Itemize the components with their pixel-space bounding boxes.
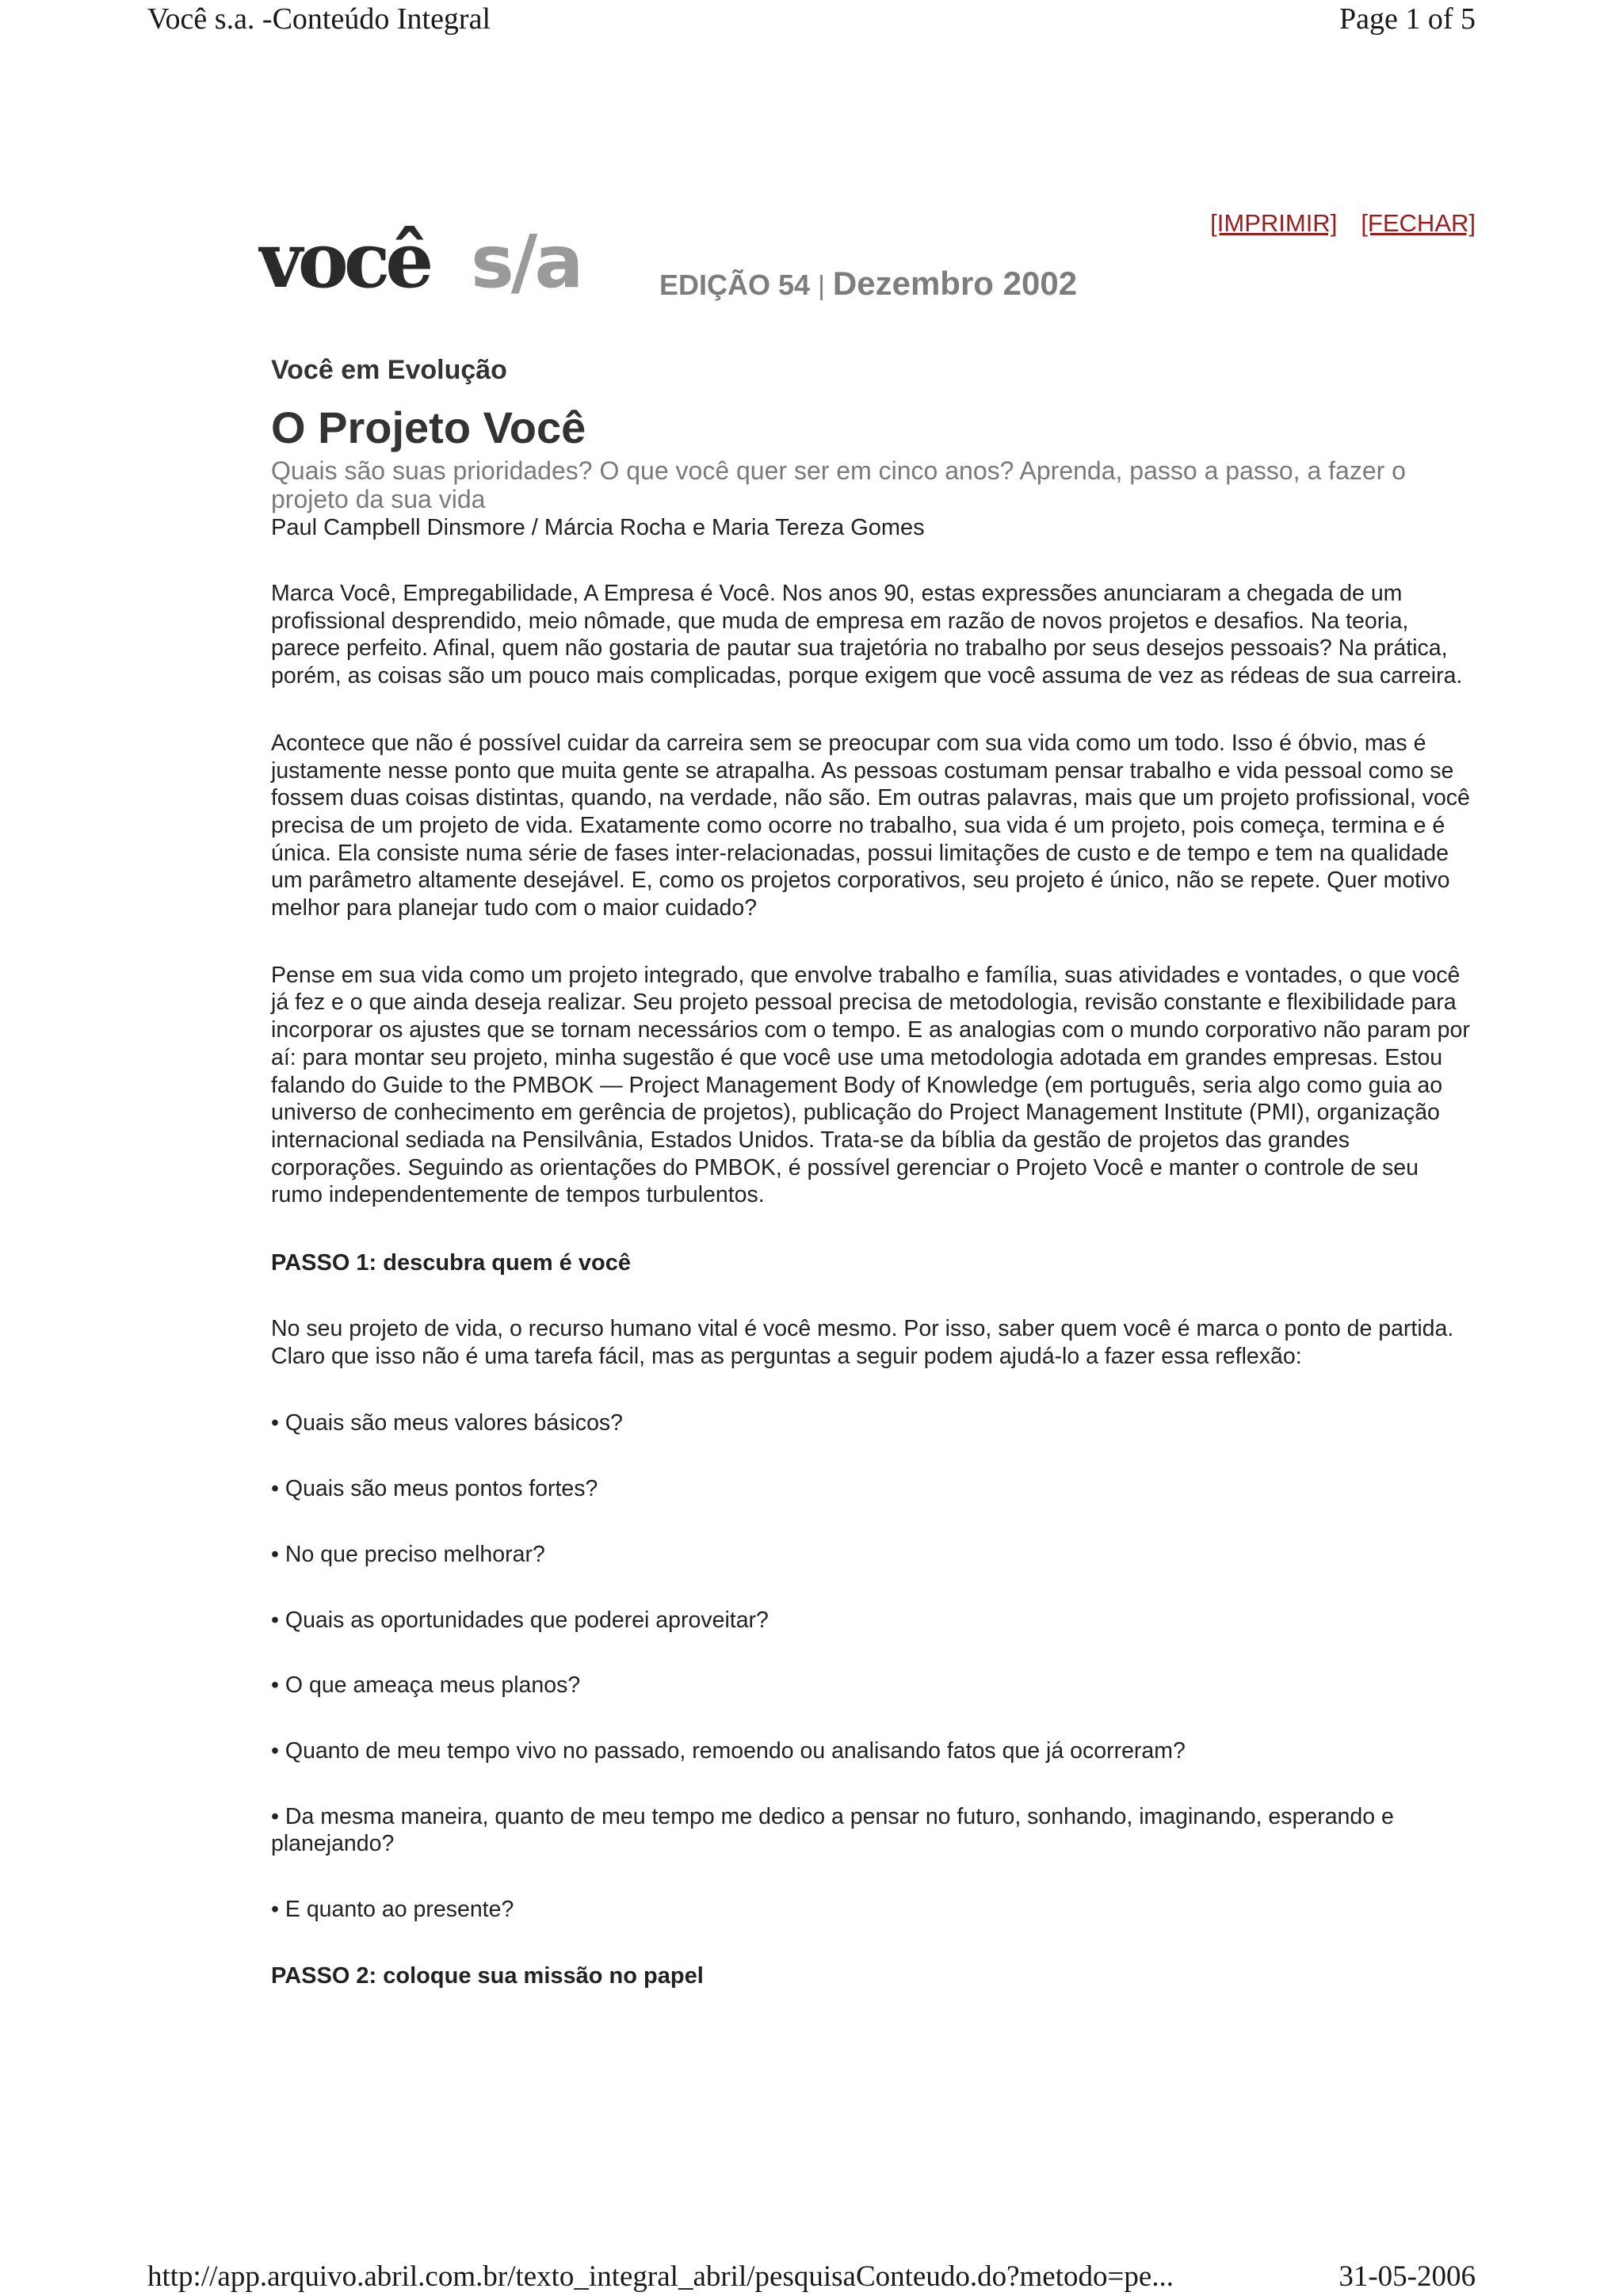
section-name: Você em Evolução — [271, 355, 507, 385]
footer-url: http://app.arquivo.abril.com.br/texto_integral_abril/pesquisaConteudo.do?metodo=pe... — [147, 2260, 1174, 2293]
step-2-heading: PASSO 2: coloque sua missão no papel — [271, 1962, 704, 1989]
paragraph: Acontece que não é possível cuidar da carreira sem se preocupar com sua vida como um todo. Isso é óbvio, mas é justamente nesse ponto que muita gente se atrapalha. As pessoas costumam pensar trabalho e vida pessoal como se fossem duas coisas distintas, quando, na verdade, não são. Em outras palavras, mais que um projeto profissional, você precisa de um projeto de vida. Exatamente como ocorre no trabalho, sua vida é um projeto, pois começa, termina e é única. Ela consiste numa série de fases inter-relacionadas, possui limitações de custo e de tempo e tem na qualidade um parâmetro altamente desejável. E, como os projetos corporativos, seu projeto é único, não se repete. Quer motivo melhor para planejar tudo com o maior cuidado? — [271, 730, 1470, 921]
question-item: • No que preciso melhorar? — [271, 1541, 545, 1567]
question-item: • O que ameaça meus planos? — [271, 1672, 581, 1699]
question-item: • Quanto de meu tempo vivo no passado, remoendo ou analisando fatos que já ocorreram? — [271, 1737, 1186, 1764]
article-title: O Projeto Você — [271, 402, 586, 452]
voce-sa-logo-graphic — [258, 214, 623, 303]
question-item: • Quais as oportunidades que poderei aproveitar? — [271, 1607, 769, 1633]
paragraph: Pense em sua vida como um projeto integrado, que envolve trabalho e família, suas atividades e vontades, o que você já fez e o que ainda deseja realizar. Seu projeto pessoal precisa de metodologia, revisão constante e flexibilidade para incorporar os ajustes que se tornam necessários com o tempo. E as analogias com o mundo corporativo não param por aí: para montar seu projeto, minha sugestão é que você use uma metodologia adotada em grandes empresas. Estou falando do Guide to the PMBOK — Project Management Body of Knowledge (em português, seria algo como guia ao universo de conhecimento em gerência de projetos), publicação do Project Management Institute (PMI), organização internacional sediada na Pensilvânia, Estados Unidos. Trata-se da bíblia da gestão de projetos das grandes corporações. Seguindo as orientações do PMBOK, é possível gerenciar o Projeto Você e manter o controle de seu rumo independentemente de tempos turbulentos. — [271, 962, 1470, 1208]
svg-text:você: você — [258, 215, 430, 303]
step-1-heading: PASSO 1: descubra quem é você — [271, 1250, 631, 1276]
edition-date: Dezembro 2002 — [832, 265, 1078, 302]
paragraph: Marca Você, Empregabilidade, A Empresa é Você. Nos anos 90, estas expressões anunciaram a chegada de um profissional desprendido, meio nômade, que muda de empresa em razão de novos projetos e desafios. Na teoria, parece perfeito. Afinal, quem não gostaria de pautar sua trajetória no trabalho por seus desejos pessoais? Na prática, porém, as coisas são um pouco mais complicadas, porque exigem que você assuma de vez as rédeas de sua carreira. — [271, 581, 1463, 689]
close-link[interactable]: [FECHAR] — [1361, 209, 1476, 237]
question-item: • E quanto ao presente? — [271, 1897, 514, 1923]
question-item: • Da mesma maneira, quanto de meu tempo me dedico a pensar no futuro, sonhando, imaginando, esperando e planejando? — [271, 1803, 1394, 1857]
edition-info — [659, 265, 1077, 303]
print-header-title: Você s.a. -Conteúdo Integral — [147, 2, 491, 36]
voce-sa-logo — [258, 214, 623, 303]
step-1-paragraph: No seu projeto de vida, o recurso humano vital é você mesmo. Por isso, saber quem você é marca o ponto de partida. Claro que isso não é uma tarefa fácil, mas as perguntas a seguir podem ajudá-lo a fazer essa reflexão: — [271, 1316, 1454, 1369]
print-header — [147, 0, 1476, 48]
print-link[interactable]: [IMPRIMIR] — [1210, 209, 1338, 237]
question-item: • Quais são meus valores básicos? — [271, 1410, 624, 1436]
print-header-page-number: Page 1 of 5 — [1338, 2, 1476, 36]
article — [271, 353, 1476, 2028]
footer-date: 31-05-2006 — [1338, 2260, 1476, 2293]
edition-separator: | — [818, 271, 825, 301]
article-authors: Paul Campbell Dinsmore / Márcia Rocha e Maria Tereza Gomes — [271, 515, 925, 540]
print-footer — [147, 2260, 1476, 2296]
article-actions — [1186, 209, 1476, 238]
edition-number: EDIÇÃO 54 — [659, 269, 811, 301]
article-subtitle: Quais são suas prioridades? O que você quer ser em cinco anos? Aprenda, passo a passo, a fazer o projeto da sua vida — [271, 456, 1406, 513]
svg-text:s/a: s/a — [471, 219, 581, 303]
question-item: • Quais são meus pontos fortes? — [271, 1476, 598, 1502]
